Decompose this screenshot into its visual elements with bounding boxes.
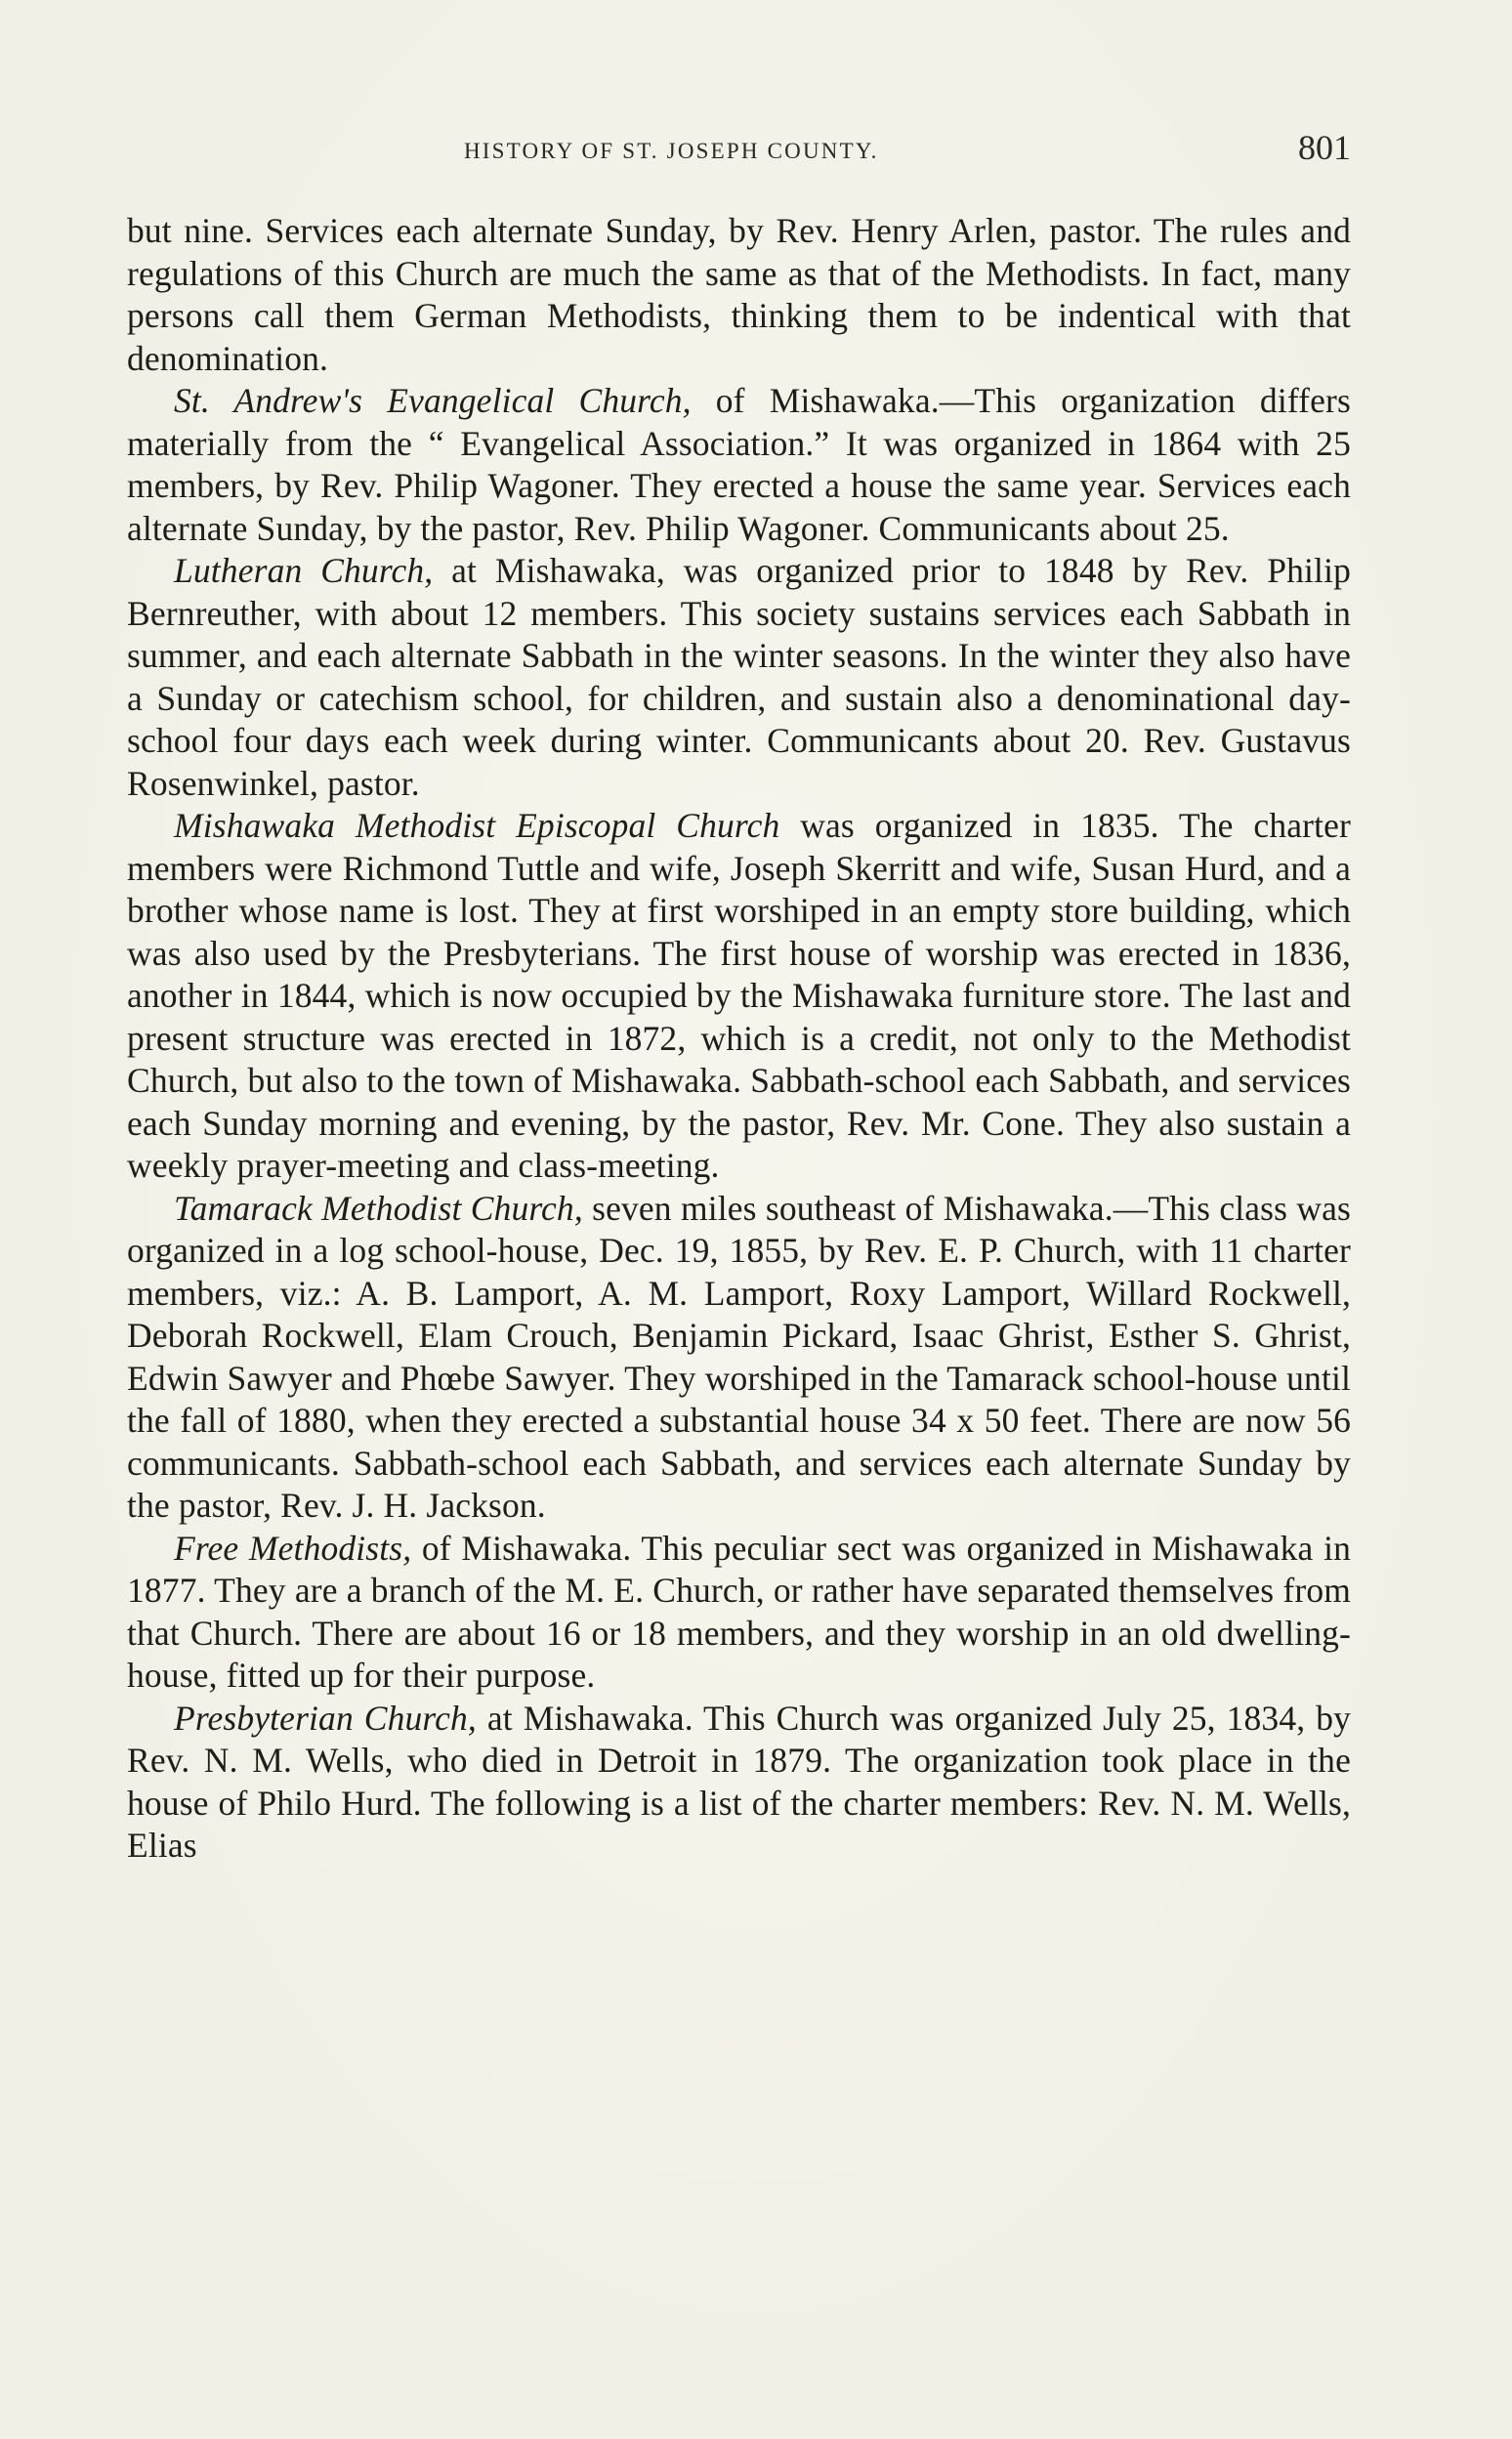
paragraph-text: was organized in 1835. The charter members were Richmond Tuttle and wife, Joseph Skerritt and wife, Susan Hurd, and a brother whose name is lost. They at first worshiped in an empty store building, which was also used by the Presbyterians. The first house of worship was erected in 1836, another in 1844, which is now occupied by the Mishawaka furniture store. The last and present structure was erected in 1872, which is a credit, not only to the Methodist Church, but also to the town of Mishawaka. Sabbath-school each Sabbath, and services each Sunday morning and evening, by the pastor, Rev. Mr. Cone. They also sustain a weekly prayer-meeting and class-meeting. — [127, 806, 1351, 1185]
paragraph — [127, 380, 1351, 550]
paragraph — [127, 1188, 1351, 1528]
running-head: HISTORY OF ST. JOSEPH COUNTY. — [464, 139, 879, 163]
paragraph-text: at Mishawaka. This Church was organized July 25, 1834, by Rev. N. M. Wells, who died in Detroit in 1879. The organization took place in the house of Philo Hurd. The following is a list of the charter members: Rev. N. M. Wells, Elias — [127, 1698, 1351, 1865]
body-text — [127, 210, 1351, 1868]
paragraph — [127, 1528, 1351, 1698]
paragraph — [127, 550, 1351, 805]
paragraph — [127, 1698, 1351, 1868]
page-number: 801 — [1298, 128, 1351, 167]
church-title: St. Andrew's Evangelical Church, — [174, 381, 692, 420]
paragraph — [127, 805, 1351, 1188]
church-title: Lutheran Church, — [174, 551, 434, 590]
paragraph — [127, 210, 1351, 380]
page-header — [127, 125, 1351, 174]
church-title: Mishawaka Methodist Episcopal Church — [174, 806, 780, 845]
paragraph-text: but nine. Services each alternate Sunday, by Rev. Henry Arlen, pastor. The rules and regulations of this Church are much the same as that of the Methodists. In fact, many persons call them German Methodists, thinking them to be indentical with that denomination. — [127, 211, 1351, 378]
church-title: Free Methodists, — [174, 1528, 412, 1568]
paragraph-text: of Mishawaka. This peculiar sect was organized in Mishawaka in 1877. They are a branch of the M. E. Church, or rather have separated themselves from that Church. There are about 16 or 18 members, and they worship in an old dwelling-house, fitted up for their purpose. — [127, 1528, 1351, 1695]
paragraph-text: at Mishawaka, was organized prior to 1848 by Rev. Philip Bernreuther, with about 12 members. This society sustains services each Sabbath in summer, and each alternate Sabbath in the winter seasons. In the winter they also have a Sunday or catechism school, for children, and sustain also a denominational day-school four days each week during winter. Communicants about 20. Rev. Gustavus Rosenwinkel, pastor. — [127, 551, 1351, 803]
church-title: Tamarack Methodist Church, — [174, 1188, 583, 1228]
paragraph-text: seven miles southeast of Mishawaka.—This class was organized in a log school-house, Dec. 19, 1855, by Rev. E. P. Church, with 11 charter members, viz.: A. B. Lamport, A. M. Lamport, Roxy Lamport, Willard Rockwell, Deborah Rockwell, Elam Crouch, Benjamin Pickard, Isaac Ghrist, Esther S. Ghrist, Edwin Sawyer and Phœbe Sawyer. They worshiped in the Tamarack school-house until the fall of 1880, when they erected a substantial house 34 x 50 feet. There are now 56 communicants. Sabbath-school each Sabbath, and services each alternate Sunday by the pastor, Rev. J. H. Jackson. — [127, 1188, 1352, 1525]
church-title: Presbyterian Church, — [174, 1698, 477, 1738]
paragraph-text: of Mishawaka.—This organization differs materially from the “ Evangelical Association.” It was organized in 1864 with 25 members, by Rev. Philip Wagoner. They erected a house the same year. Services each alternate Sunday, by the pastor, Rev. Philip Wagoner. Communicants about 25. — [127, 381, 1351, 548]
